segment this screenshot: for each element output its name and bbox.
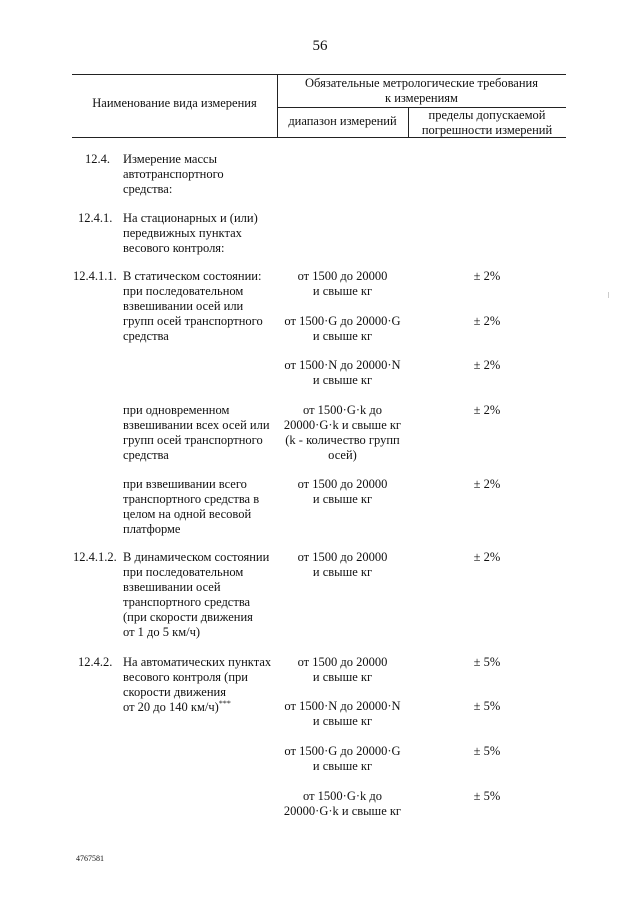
row-error: ± 2% bbox=[473, 550, 501, 564]
row-range: 20000·G·k и свыше кг bbox=[283, 804, 402, 818]
row-name: весового контроля (при bbox=[123, 670, 248, 684]
row-name: групп осей транспортного bbox=[123, 314, 263, 328]
row-range: от 1500·G·k до bbox=[302, 789, 382, 803]
row-name bbox=[123, 700, 231, 716]
row-name: транспортного средства bbox=[123, 595, 251, 609]
row-range: от 1500·N до 20000·N bbox=[284, 699, 401, 713]
row-range: от 1500 до 20000 bbox=[297, 269, 388, 283]
row-name: В динамическом состоянии bbox=[123, 550, 270, 564]
margin-mark bbox=[608, 292, 609, 298]
row-number: 12.4.1.2. bbox=[73, 550, 117, 564]
row-range: от 1500·G до 20000·G bbox=[284, 744, 401, 758]
row-name: На стационарных и (или) bbox=[123, 211, 258, 225]
header-name-column: Наименование вида измерения bbox=[92, 96, 257, 110]
row-error: ± 5% bbox=[473, 655, 501, 669]
row-name: от 1 до 5 км/ч) bbox=[123, 625, 201, 639]
row-name: средства bbox=[123, 448, 169, 462]
row-range: (k - количество групп bbox=[285, 433, 400, 447]
footer-code: 4767581 bbox=[76, 854, 104, 863]
row-number: 12.4.1. bbox=[78, 211, 113, 225]
row-name: На автоматических пунктах bbox=[123, 655, 272, 669]
row-error: ± 5% bbox=[473, 744, 501, 758]
row-range: и свыше кг bbox=[312, 284, 373, 298]
row-range: осей) bbox=[328, 448, 357, 462]
row-name: групп осей транспортного bbox=[123, 433, 263, 447]
row-error: ± 2% bbox=[473, 314, 501, 328]
row-name: весового контроля: bbox=[123, 241, 225, 255]
row-name: (при скорости движения bbox=[123, 610, 253, 624]
row-range: 20000·G·k и свыше кг bbox=[283, 418, 402, 432]
row-error: ± 2% bbox=[473, 403, 501, 417]
row-name: взвешивании всех осей или bbox=[123, 418, 270, 432]
row-range: и свыше кг bbox=[312, 670, 373, 684]
header-requirements: Обязательные метрологические требования bbox=[305, 76, 538, 90]
row-name: средства bbox=[123, 329, 169, 343]
row-range: и свыше кг bbox=[312, 565, 373, 579]
row-range: и свыше кг bbox=[312, 759, 373, 773]
row-range: и свыше кг bbox=[312, 492, 373, 506]
row-name: скорости движения bbox=[123, 685, 226, 699]
row-range: от 1500 до 20000 bbox=[297, 655, 388, 669]
row-error: ± 2% bbox=[473, 358, 501, 372]
header-error-column: пределы допускаемой bbox=[428, 108, 546, 122]
row-name: при последовательном bbox=[123, 565, 244, 579]
header-requirements: к измерениям bbox=[385, 91, 458, 105]
row-range: от 1500·G·k до bbox=[302, 403, 382, 417]
row-range: и свыше кг bbox=[312, 714, 373, 728]
row-name: передвижных пунктах bbox=[123, 226, 242, 240]
row-name: при одновременном bbox=[123, 403, 230, 417]
row-number: 12.4.1.1. bbox=[73, 269, 117, 283]
row-name: автотранспортного bbox=[123, 167, 224, 181]
row-name: Измерение массы bbox=[123, 152, 217, 166]
row-name: целом на одной весовой bbox=[123, 507, 252, 521]
header-error-column: погрешности измерений bbox=[421, 123, 553, 137]
row-range: от 1500 до 20000 bbox=[297, 550, 388, 564]
footnote-mark: *** bbox=[218, 698, 231, 708]
row-error: ± 2% bbox=[473, 269, 501, 283]
row-name: при последовательном bbox=[123, 284, 244, 298]
row-name-text: от 20 до 140 км/ч) bbox=[123, 700, 219, 714]
row-name: платформе bbox=[123, 522, 181, 536]
row-error: ± 5% bbox=[473, 699, 501, 713]
row-name: взвешивании осей или bbox=[123, 299, 244, 313]
page-number: 56 bbox=[312, 38, 328, 54]
row-range: и свыше кг bbox=[312, 329, 373, 343]
row-range: от 1500·N до 20000·N bbox=[284, 358, 401, 372]
row-name: при взвешивании всего bbox=[123, 477, 247, 491]
row-range: от 1500 до 20000 bbox=[297, 477, 388, 491]
row-number: 12.4. bbox=[85, 152, 110, 166]
row-error: ± 5% bbox=[473, 789, 501, 803]
row-name: В статическом состоянии: bbox=[123, 269, 262, 283]
table-top-rule bbox=[72, 74, 566, 75]
row-error: ± 2% bbox=[473, 477, 501, 491]
row-name: транспортного средства в bbox=[123, 492, 260, 506]
row-name: средства: bbox=[123, 182, 173, 196]
row-range: от 1500·G до 20000·G bbox=[284, 314, 401, 328]
row-number: 12.4.2. bbox=[78, 655, 113, 669]
header-range-column: диапазон измерений bbox=[288, 114, 397, 128]
row-range: и свыше кг bbox=[312, 373, 373, 387]
row-name: взвешивании осей bbox=[123, 580, 221, 594]
